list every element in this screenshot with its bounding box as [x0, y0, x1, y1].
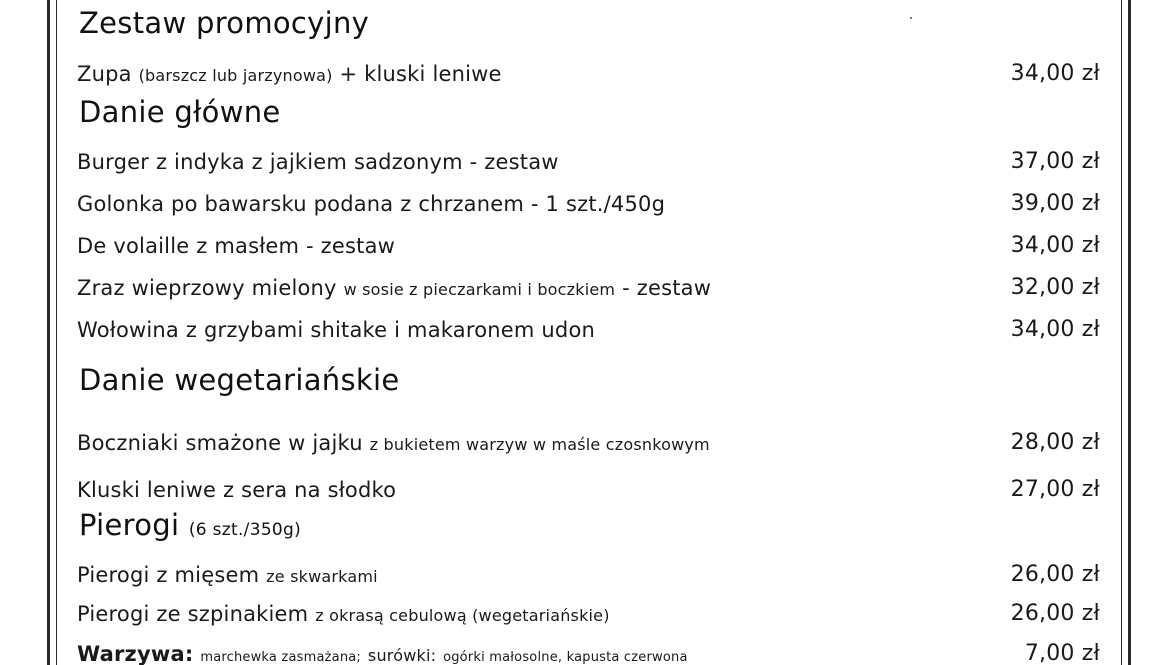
item-name: Golonka po bawarsku podana z chrzanem - 1 szt./450g — [77, 192, 666, 216]
item-price: 28,00 zł — [1010, 430, 1100, 455]
item-name: Zraz wieprzowy mielony w sosie z pieczarkami i boczkiem - zestaw — [77, 276, 712, 300]
menu-item-devolaille — [77, 224, 1100, 258]
item-name: Kluski leniwe z sera na słodko — [77, 478, 397, 502]
menu-item-zraz — [77, 266, 1100, 300]
item-name: Burger z indyka z jajkiem sadzonym - zestaw — [77, 150, 559, 174]
item-name: Pierogi ze szpinakiem z okrasą cebulową (wegetariańskie) — [77, 602, 610, 626]
menu-item-promo-soup — [77, 52, 1100, 86]
section-heading-pierogi: Pierogi (6 szt./350g) — [79, 508, 302, 542]
section-heading-vege: Danie wegetariańskie — [79, 363, 400, 397]
item-name: Zupa (barszcz lub jarzynowa) + kluski leniwe — [77, 62, 502, 86]
menu-item-pierogi-szpinak — [77, 592, 1100, 626]
item-price: 34,00 zł — [1010, 317, 1100, 342]
item-name: Wołowina z grzybami shitake i makaronem udon — [77, 318, 596, 342]
section-heading-main: Danie główne — [79, 95, 281, 129]
menu-item-golonka — [77, 182, 1100, 216]
menu-item-burger — [77, 140, 1100, 174]
item-name: Pierogi z mięsem ze skwarkami — [77, 563, 378, 587]
item-price: 26,00 zł — [1010, 601, 1100, 626]
menu-item-boczniaki — [77, 421, 1100, 455]
section-heading-promo: Zestaw promocyjny — [79, 6, 370, 40]
menu-item-wolowina — [77, 308, 1100, 342]
menu-item-warzywa — [77, 632, 1100, 665]
item-price: 32,00 zł — [1010, 275, 1100, 300]
item-price: 34,00 zł — [1010, 233, 1100, 258]
item-name: De volaille z masłem - zestaw — [77, 234, 396, 258]
item-name: Boczniaki smażone w jajku z bukietem warzyw w maśle czosnkowym — [77, 431, 710, 455]
menu-item-pierogi-miesem — [77, 553, 1100, 587]
item-price: 37,00 zł — [1010, 149, 1100, 174]
item-name: Warzywa: marchewka zasmażana; surówki: ogórki małosolne, kapusta czerwona — [77, 642, 688, 665]
item-price: 34,00 zł — [1010, 61, 1100, 86]
item-price: 26,00 zł — [1010, 562, 1100, 587]
item-price: 39,00 zł — [1010, 191, 1100, 216]
item-price: 7,00 zł — [1024, 641, 1100, 665]
menu-item-kluski — [77, 468, 1100, 502]
item-price: 27,00 zł — [1010, 477, 1100, 502]
